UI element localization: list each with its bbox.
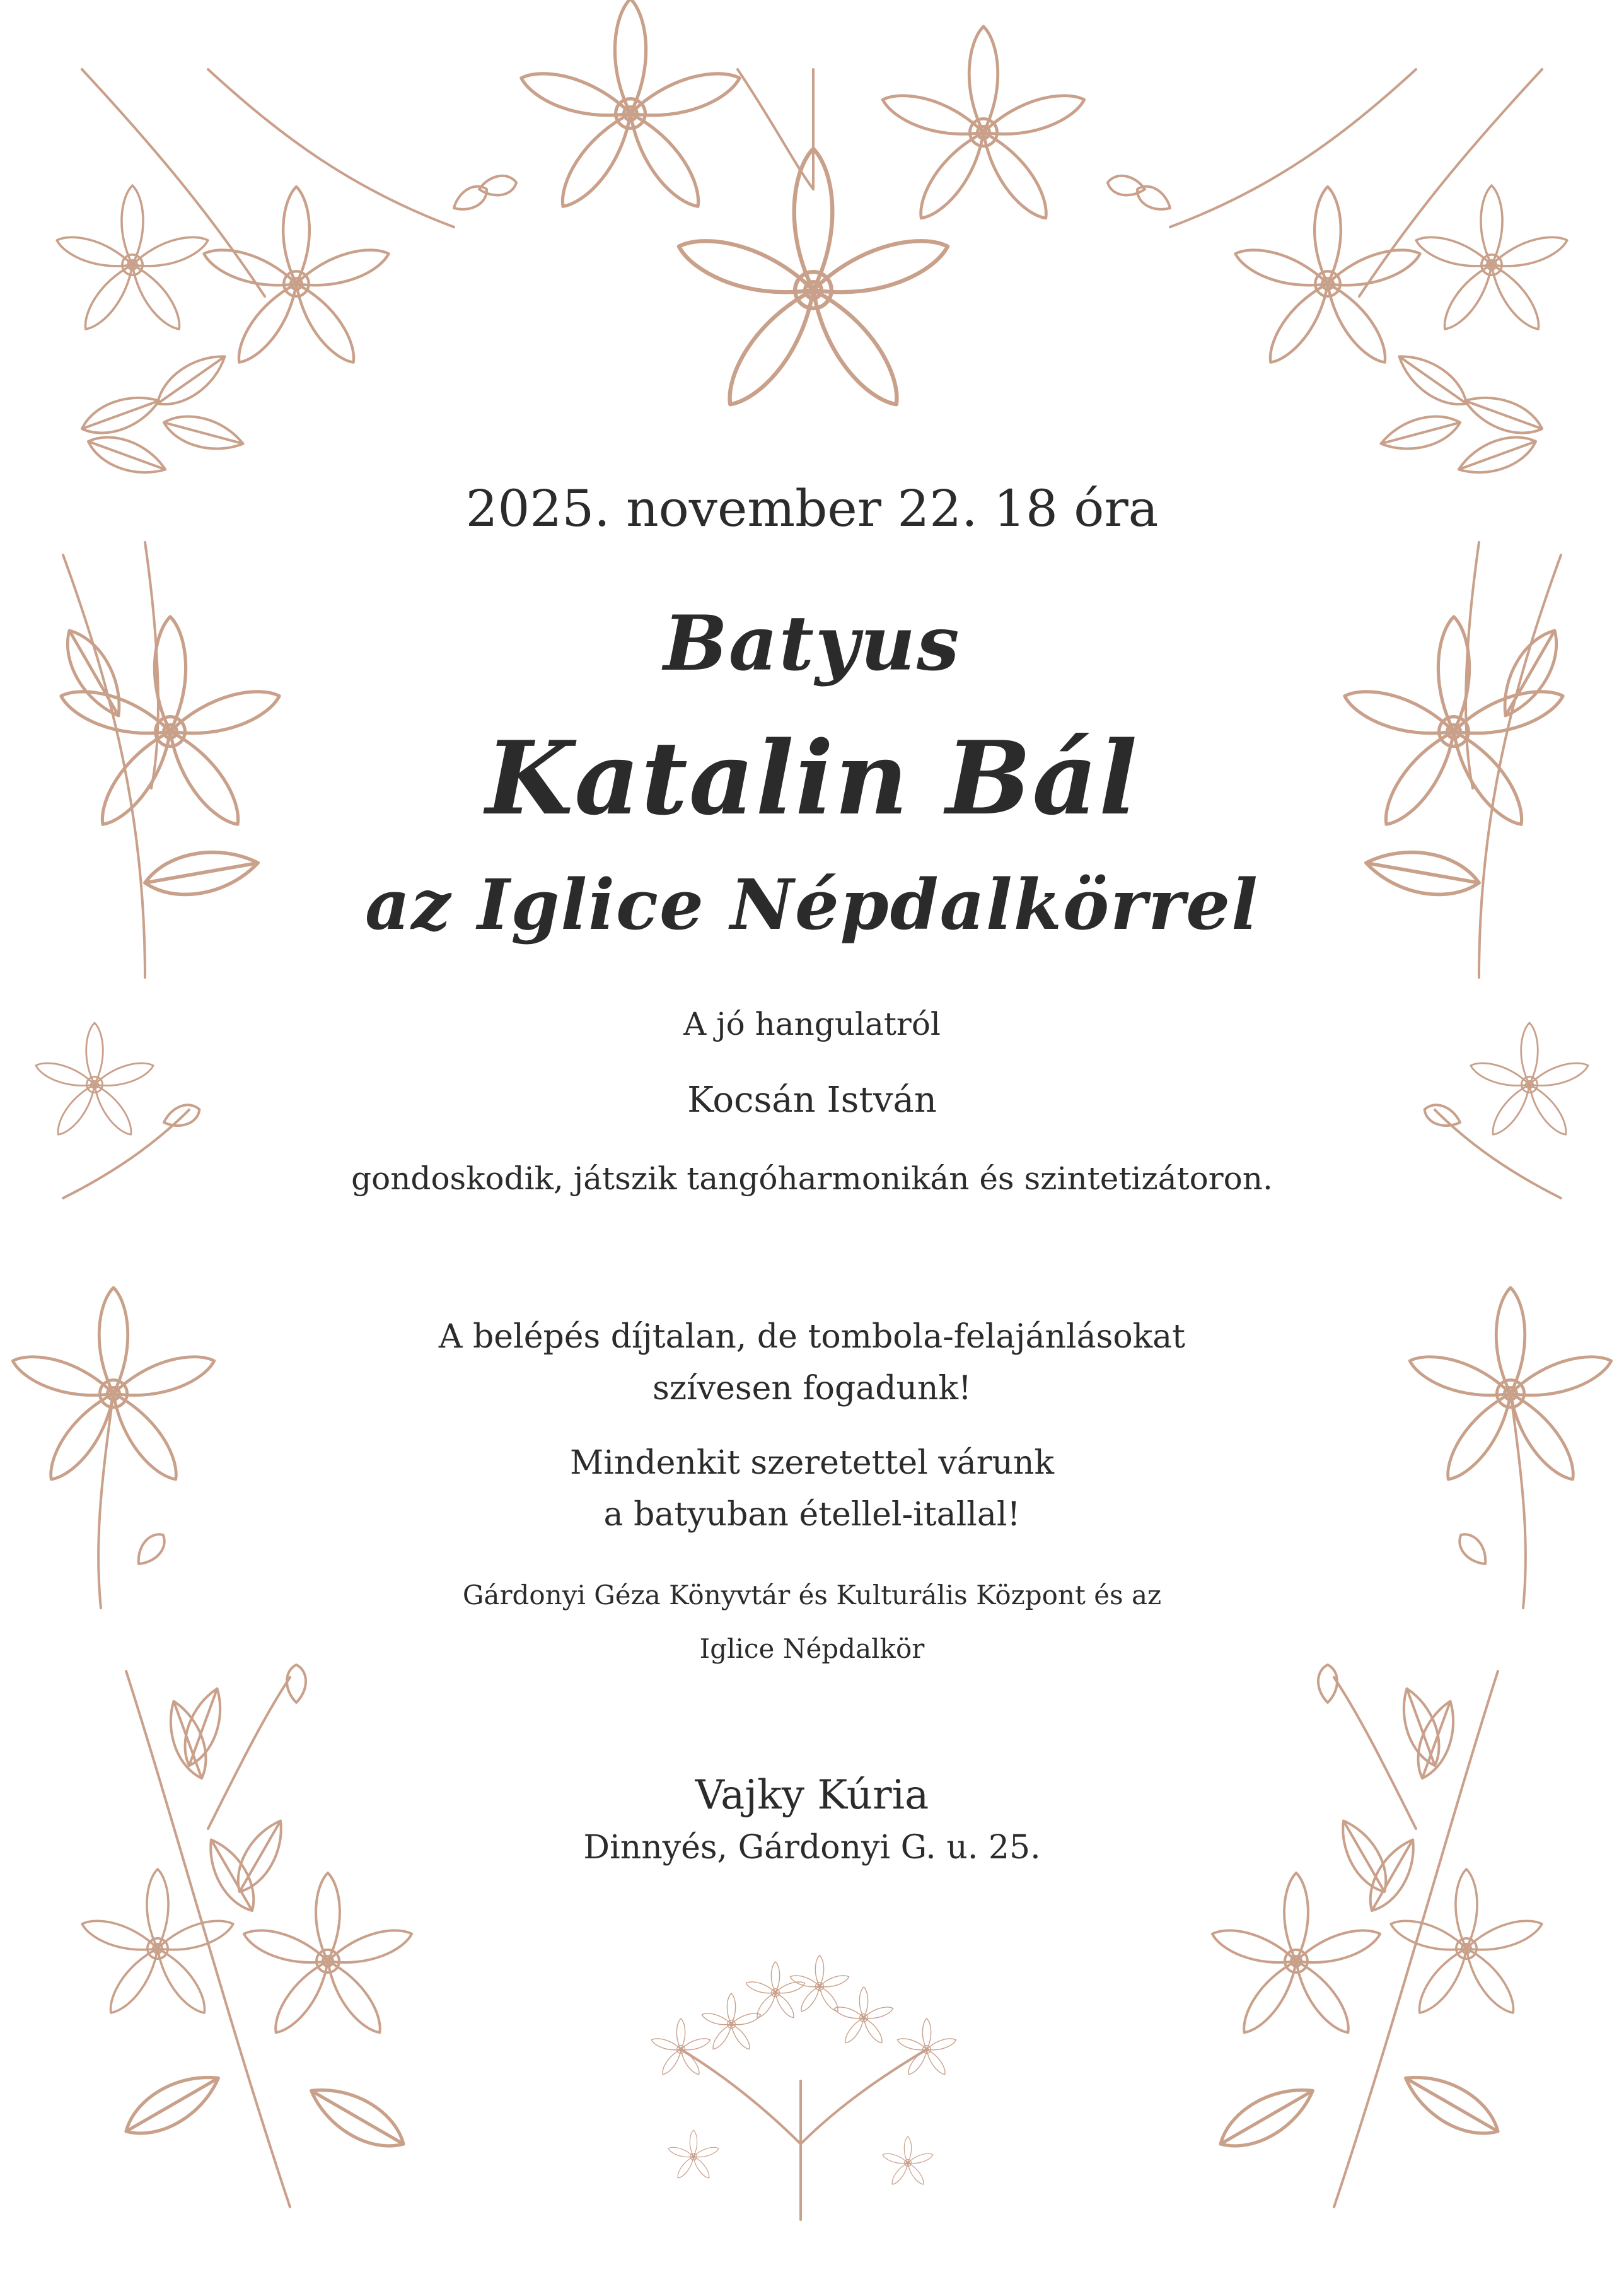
- bottom-center-floral: [650, 1955, 957, 2220]
- venue-address: Dinnyés, Gárdonyi G. u. 25.: [583, 1829, 1041, 1867]
- top-right-floral: [1106, 69, 1570, 483]
- music-description: gondoskodik, játszik tangóharmonikán és szintetizátoron.: [351, 1160, 1273, 1197]
- organizers-line-1: Gárdonyi Géza Könyvtár és Kulturális Központ és az: [462, 1580, 1162, 1611]
- top-left-floral: [54, 69, 518, 483]
- performer-name: Kocsán István: [687, 1080, 937, 1121]
- bottom-right-floral: [1209, 1665, 1545, 2207]
- title-katalin-bal: Katalin Bál: [485, 719, 1139, 837]
- top-flower-cluster: [516, 0, 1088, 416]
- organizers-line-2: Iglice Népdalkör: [699, 1633, 925, 1664]
- bottom-left-floral: [79, 1665, 415, 2207]
- music-intro: A jó hangulatról: [683, 1006, 941, 1042]
- title-iglice: az Iglice Népdalkörrel: [365, 864, 1259, 945]
- welcome-line-2: a batyuban étellel-itallal!: [603, 1496, 1021, 1534]
- title-batyus: Batyus: [663, 599, 961, 688]
- entry-line-1: A belépés díjtalan, de tombola-felajánlásokat: [438, 1318, 1186, 1356]
- venue-name: Vajky Kúria: [695, 1772, 929, 1819]
- event-date: 2025. november 22. 18 óra: [465, 479, 1159, 538]
- welcome-line-1: Mindenkit szeretettel várunk: [569, 1444, 1055, 1482]
- entry-line-2: szívesen fogadunk!: [652, 1370, 972, 1407]
